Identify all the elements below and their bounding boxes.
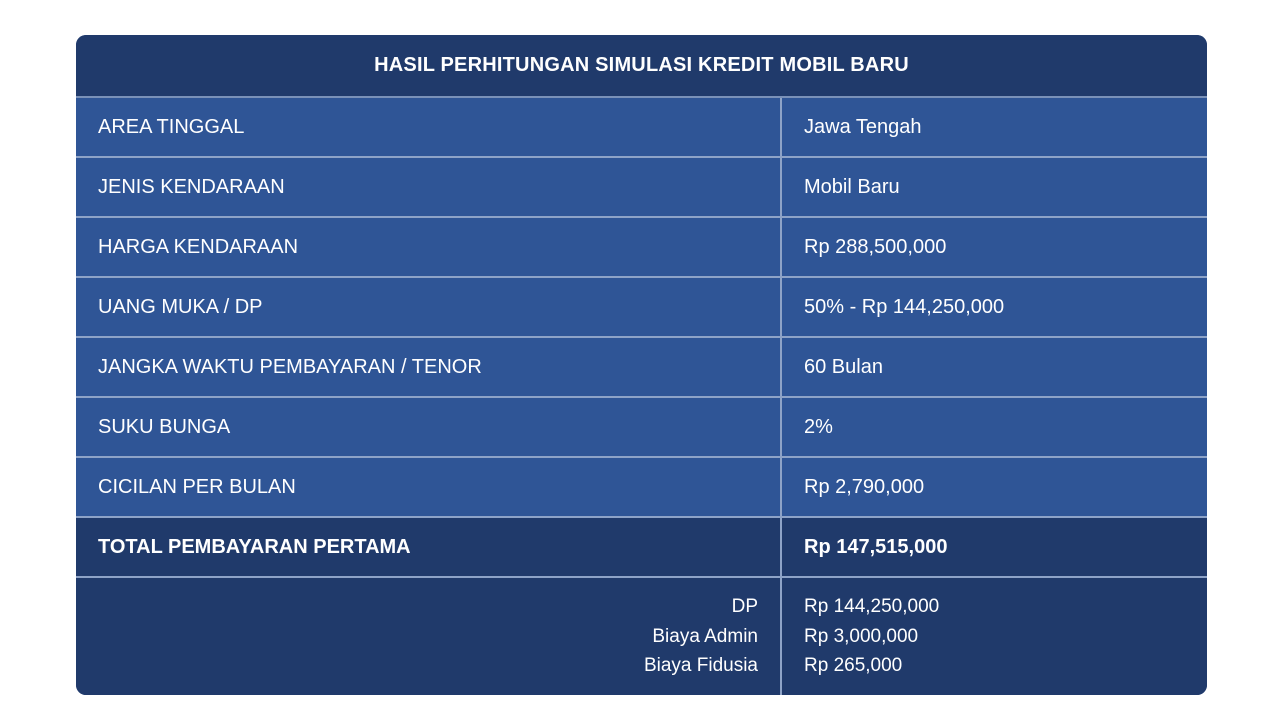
payment-breakdown — [76, 578, 1207, 695]
row-label: AREA TINGGAL — [76, 98, 782, 156]
breakdown-value-dp: Rp 144,250,000 — [804, 596, 940, 617]
breakdown-labels — [76, 578, 782, 695]
table-row-area-tinggal — [76, 98, 1207, 158]
breakdown-value-admin: Rp 3,000,000 — [804, 625, 919, 647]
row-value: Rp 2,790,000 — [804, 475, 925, 498]
table-row-suku-bunga — [76, 398, 1207, 458]
row-value: Mobil Baru — [804, 175, 900, 198]
table-row-cicilan — [76, 458, 1207, 518]
row-label: UANG MUKA / DP — [76, 278, 782, 336]
breakdown-label-dp: DP — [731, 596, 758, 617]
breakdown-label-admin: Biaya Admin — [652, 625, 758, 647]
row-label: JENIS KENDARAAN — [76, 158, 782, 216]
row-label: CICILAN PER BULAN — [76, 458, 782, 516]
total-label: TOTAL PEMBAYARAN PERTAMA — [76, 518, 782, 576]
breakdown-label-fidusia: Biaya Fidusia — [643, 655, 758, 676]
row-value: 60 Bulan — [804, 355, 883, 378]
row-label: JANGKA WAKTU PEMBAYARAN / TENOR — [76, 338, 782, 396]
total-value: Rp 147,515,000 — [804, 535, 948, 558]
table-row-harga-kendaraan — [76, 218, 1207, 278]
breakdown-value-fidusia: Rp 265,000 — [804, 655, 903, 676]
table-row-jenis-kendaraan — [76, 158, 1207, 218]
row-label: HARGA KENDARAAN — [76, 218, 782, 276]
breakdown-values — [782, 578, 1207, 695]
row-value: 2% — [804, 415, 833, 438]
row-value: Rp 288,500,000 — [804, 235, 947, 258]
row-label: SUKU BUNGA — [76, 398, 782, 456]
table-row-uang-muka — [76, 278, 1207, 338]
result-table-title: HASIL PERHITUNGAN SIMULASI KREDIT MOBIL BARU — [76, 35, 1207, 98]
row-value: 50% - Rp 144,250,000 — [804, 295, 1005, 318]
credit-simulation-result-card — [76, 35, 1207, 695]
table-row-total-pembayaran — [76, 518, 1207, 578]
row-value: Jawa Tengah — [804, 115, 922, 138]
table-row-tenor — [76, 338, 1207, 398]
